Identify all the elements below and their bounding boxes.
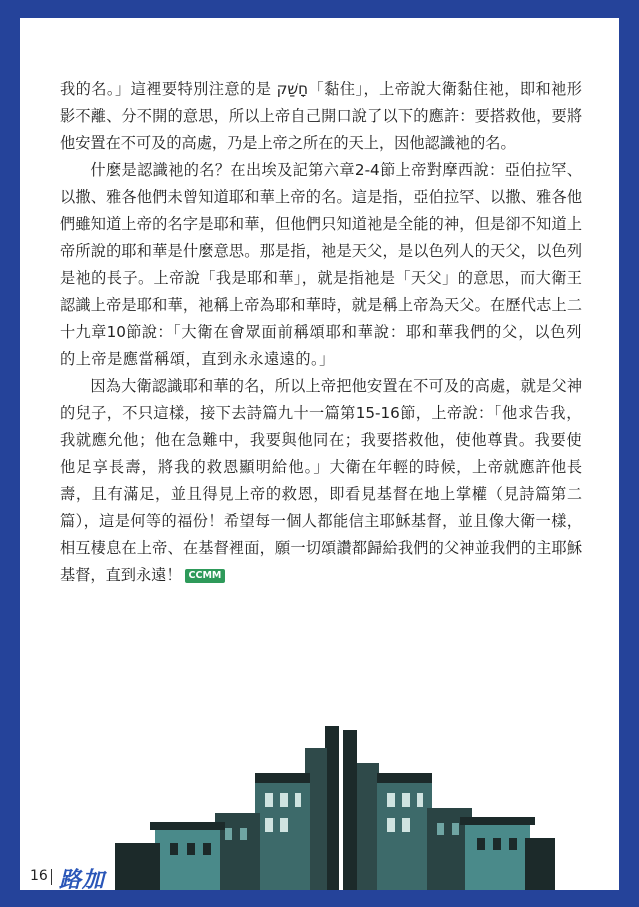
text-run: 「黏住」，上帝說大衛黏住祂，即和祂形影不離、分不開的意思，所以上帝自己開口說了以下的應許：要搭救他，要將他安置在不可及的高處，乃是上帝之所在的天上，因他認識祂的名。 xyxy=(60,80,582,152)
text-run: 大衛在年輕的時候，上帝就應許他長壽，且有滿足，並且得見上帝的救恩，即看見基督在地上掌權（見詩篇第二篇），這是何等的福份！希望每一個人都能信主耶穌基督，並且像大衛一樣，相互棲息在上帝、在基督裡面，願一切頌讚都歸給我們的父神並我們的主耶穌基督，直到永遠！ xyxy=(60,458,583,584)
text-run: 什麼是認識祂的名？在出埃及記第六章2-4節上帝對摩西說：亞伯拉罕、以撒、雅各他們未曾知道耶和華上帝的名。這是指，亞伯拉罕、以撒、雅各他們雖知道上帝的名字是耶和華，但他們只知道祂是全能的神，但是卻不知道上帝所說的耶和華是什麼意思。那是指，祂是天父，是以色列人的天父，以色列是祂的長子。上帝說「我是耶和華」，就是指祂是「天父」的意思，而大衛王認識上帝是耶和華，祂稱上帝為耶和華時，就是稱上帝為天父。在歷代志上二十九章10節說： xyxy=(60,161,582,341)
ccmm-badge: CCMM xyxy=(185,569,226,583)
paragraph-2 xyxy=(60,157,582,373)
paragraph-3 xyxy=(60,373,582,589)
scripture-quote: 「他求告我，我就應允他；他在急難中，我要與他同在；我要搭救他，使他尊貴。我要使他足享長壽，將我的救恩顯明給他。」 xyxy=(60,404,582,476)
paragraph-1 xyxy=(60,76,582,157)
hebrew-word: חָשַׁק xyxy=(276,80,309,98)
illustration-buildings xyxy=(115,718,555,890)
text-run: 我的名。」這裡要特別注意的是 xyxy=(60,80,272,98)
footer-divider xyxy=(51,869,52,885)
text-run: 因為大衛認識耶和華的名，所以上帝把他安置在不可及的高處，就是父神的兒子，不只這樣，接下去詩篇九十一篇第15-16節，上帝說： xyxy=(60,377,582,422)
magazine-logo: 路加 xyxy=(59,867,106,890)
left-building xyxy=(115,726,339,890)
article-body xyxy=(60,76,582,589)
right-building xyxy=(343,730,555,890)
page-number: 16 xyxy=(30,868,48,884)
scripture-quote: 「大衛在會眾面前稱頌耶和華說：耶和華我們的父，以色列的上帝是應當稱頌，直到永永遠遠的。」 xyxy=(60,323,582,368)
page xyxy=(20,18,619,890)
